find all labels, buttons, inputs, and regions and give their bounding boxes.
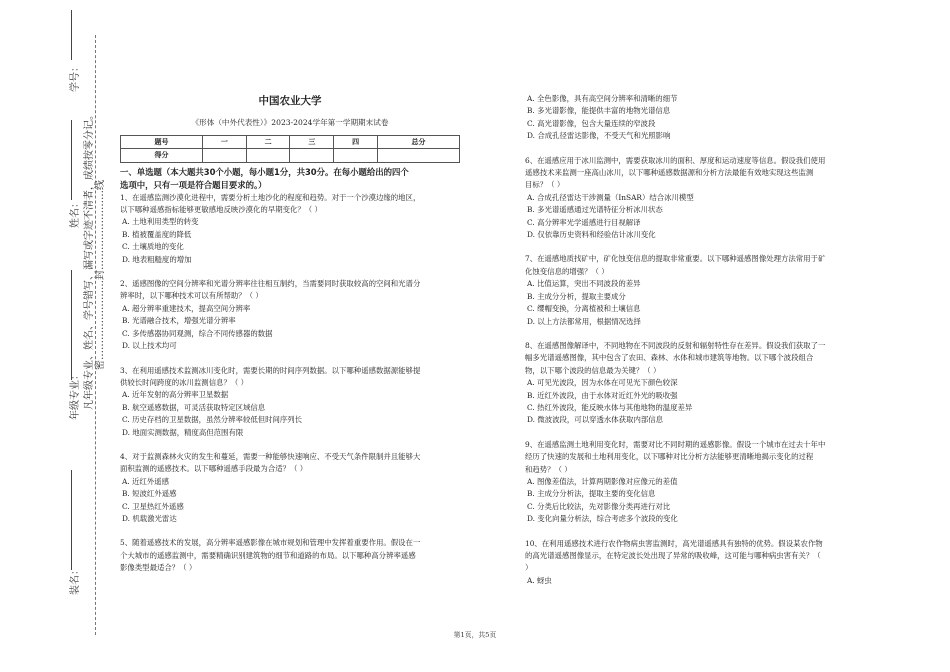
question-option: C. 土壤质地的变化 — [122, 242, 184, 252]
question-option: B. 光谱融合技术，增强光谱分辨率 — [122, 316, 236, 326]
score-header-cell: 二 — [246, 135, 290, 148]
question-option: A. 全色影像，具有高空间分辨率和清晰的细节 — [527, 94, 678, 103]
right-column — [525, 93, 865, 587]
question-stem-line: 5、随着遥感技术的发展，高分辨率遥感影像在城市规划和管理中发挥着重要作用。假设在一 — [120, 538, 421, 548]
question-item — [525, 439, 865, 526]
question-option: D. 变化向量分析法，综合考虑多个波段的变化 — [527, 514, 678, 524]
question-stem-line: 3、在利用遥感技术监测冰川变化时，需要长期的时间序列数据。以下哪种遥感数据源能够提 — [120, 365, 421, 375]
question-option: D. 以上方法都常用，根据情况选择 — [527, 316, 641, 326]
score-table-header-row — [121, 135, 460, 148]
question-stem-line: 物，以下哪个波段的信息最为关键？（ ） — [525, 365, 661, 375]
question-option: A. 蚜虫 — [527, 575, 552, 585]
question-option: C. 缨帽变换，分离植被和土壤信息 — [527, 304, 641, 314]
question-option: B. 植被覆盖度的降低 — [122, 229, 192, 239]
question-stem-line: 以下哪种遥感指标能够更敏感地反映沙漠化的早期变化？（ ） — [120, 205, 322, 215]
question-item — [525, 340, 865, 427]
question-stem-line: 幅多光谱遥感图像，其中包含了农田、森林、水体和城市建筑等地物。以下哪个波段组合 — [525, 353, 814, 363]
question-stem-line: 面积监测的遥感技术。以下哪种遥感手段最为合适？（ ） — [120, 464, 308, 474]
question-stem-line: 个大城市的遥感监测中，需要精确识别建筑物的细节和道路的布局。以下哪种高分辨率遥感 — [120, 550, 416, 560]
score-header-cell: 题号 — [121, 135, 203, 148]
score-cell[interactable] — [290, 149, 334, 162]
name-label: 姓名： — [70, 198, 81, 228]
grade-major-line — [71, 270, 72, 380]
question-stem-line: 7、在遥感地质找矿中，矿化蚀变信息的提取非常重要。以下哪种遥感图像处理方法常用于矿 — [525, 254, 826, 264]
question-item — [525, 253, 865, 327]
question-option: A. 比值运算，突出不同波段的差异 — [527, 279, 641, 289]
question-option: D. 合成孔径雷达影像，不受天气和光照影响 — [527, 131, 671, 141]
question-stem-line: 遥感技术来监测一座高山冰川，以下哪种遥感数据源和分析方法最能有效地实现这些监测 — [525, 168, 814, 178]
question-option: C. 分类后比较法，先对影像分类再进行对比 — [527, 501, 671, 511]
grade-major-label: 年级专业： — [70, 370, 81, 420]
question-item — [120, 192, 460, 266]
page-footer: 第1页，共5页 — [453, 631, 497, 639]
question-option: A. 近红外遥感 — [122, 476, 169, 486]
school-line — [71, 470, 72, 570]
question-option: C. 历史存档的卫星数据，虽然分辨率较低但时间序列长 — [122, 415, 303, 425]
question-item — [120, 365, 460, 439]
score-table-score-row — [121, 149, 460, 162]
question-stem-line: 影像类型最适合？（ ） — [120, 563, 197, 573]
score-header-cell: 一 — [203, 135, 247, 148]
question-item — [120, 537, 460, 574]
score-cell[interactable] — [203, 149, 247, 162]
notice-text: 凡年级专业、姓名、学号错写、漏写或字迹不清者，成绩按零分记。 — [84, 110, 95, 410]
score-cell[interactable] — [246, 149, 290, 162]
binding-sidebar — [0, 0, 110, 672]
question-option: B. 多光谱影像，能提供丰富的地物光谱信息 — [527, 106, 671, 116]
university-title: 中国农业大学 — [258, 95, 322, 107]
question-stem-line: 10、在利用遥感技术进行农作物病虫害监测时，高光谱遥感具有独特的优势。假设某农作物 — [525, 538, 823, 548]
question-option: B. 多光谱遥感通过光谱特征分析冰川状态 — [527, 205, 663, 215]
seal-line-text: 密……………………封……………………线 — [95, 180, 106, 370]
question-stem-line: 2、遥感图像的空间分辨率和光谱分辨率往往相互制约，当需要同时获取较高的空间和光谱分 — [120, 279, 421, 289]
question-option: C. 高光谱影像，包含大量连续的窄波段 — [527, 118, 656, 128]
question-option: B. 航空遥感数据，可灵活获取特定区域信息 — [122, 402, 266, 412]
question-stem-line: 6、在遥感应用于冰川监测中，需要获取冰川的面积、厚度和运动速度等信息。假设我们使用 — [525, 155, 826, 165]
question-option: A. 合成孔径雷达干涉测量（InSAR）结合冰川模型 — [527, 192, 694, 202]
question-option: D. 地表粗糙度的增加 — [122, 254, 192, 264]
question-option: A. 可见光波段，因为水体在可见光下颜色较深 — [527, 378, 678, 388]
question-option: B. 短波红外遥感 — [122, 489, 177, 499]
section-heading — [120, 166, 460, 192]
question-item — [120, 278, 460, 352]
question-stem-line: 4、对于监测森林火灾的发生和蔓延，需要一种能够快速响应、不受天气条件限制并且能够大 — [120, 451, 421, 461]
section-heading-line: 选项中，只有一项是符合题目要求的。） — [120, 179, 267, 190]
question-item — [525, 538, 865, 588]
question-option: B. 近红外波段，由于水体对近红外光的吸收强 — [527, 390, 678, 400]
question-option: B. 主成分分析，提取主要成分 — [527, 291, 626, 301]
question-option: C. 高分辨率光学遥感进行目视解译 — [527, 217, 641, 227]
question-stem-line: 的高光谱遥感图像显示，在特定波长处出现了异常的吸收峰，这可能与哪种病虫害有关？（ — [525, 551, 821, 560]
question-item — [525, 93, 865, 143]
question-item — [120, 451, 460, 525]
question-option: C. 多传感器协同观测，综合不同传感器的数据 — [122, 328, 273, 338]
score-cell[interactable] — [334, 149, 378, 162]
question-option: D. 微波波段，可以穿透水体获取内部信息 — [527, 415, 664, 425]
score-cell[interactable] — [377, 149, 459, 162]
question-stem-line: ） — [525, 563, 533, 573]
question-stem-line: 供较长时间跨度的冰川监测信息？（ ） — [120, 377, 248, 387]
score-table — [120, 135, 460, 163]
left-question-list — [120, 192, 460, 575]
question-item — [525, 155, 865, 242]
exam-subtitle: 《形体（中外代表性）》2023-2024学年第一学期期末试卷 — [191, 118, 389, 128]
score-header-cell: 四 — [334, 135, 378, 148]
left-column — [120, 95, 460, 575]
question-option: D. 以上技术均可 — [122, 341, 177, 351]
right-question-list — [525, 93, 865, 587]
question-stem-line: 1、在遥感监测沙漠化进程中，需要分析土地沙化的程度和趋势。对于一个沙漠边缘的地区， — [120, 192, 421, 202]
question-stem-line: 化蚀变信息的增强？（ ） — [525, 266, 609, 276]
score-header-cell: 总分 — [377, 135, 459, 148]
question-option: A. 土地利用类型的转变 — [122, 217, 199, 227]
question-option: A. 近年发射的高分辨率卫星数据 — [122, 390, 229, 400]
score-row-label: 得分 — [121, 149, 203, 162]
question-option: C. 热红外波段，能反映水体与其他地物的温度差异 — [527, 402, 693, 412]
name-line — [71, 120, 72, 200]
school-label: 装名： — [70, 565, 81, 595]
section-heading-line: 一、单选题（本大题共30个小题，每小题1分，共30分。在每小题给出的四个 — [120, 166, 409, 177]
seal-dashed-line — [95, 35, 96, 635]
question-option: C. 卫星热红外遥感 — [122, 501, 184, 511]
student-id-line — [71, 10, 72, 60]
question-stem-line: 目标？（ ） — [525, 180, 565, 190]
student-id-label: 学号： — [70, 62, 81, 92]
question-stem-line: 辨率时，以下哪种技术可以有所帮助？（ ） — [120, 291, 263, 301]
question-stem-line: 9、在遥感监测土地利用变化时，需要对比不同时期的遥感影像。假设一个城市在过去十年中 — [525, 439, 826, 449]
question-stem-line: 和趋势？（ ） — [525, 464, 572, 474]
question-stem-line: 经历了快速的发展和土地利用变化，以下哪种对比分析方法能够更清晰地揭示变化的过程 — [525, 452, 814, 462]
question-option: B. 主成分分析法，提取主要的变化信息 — [527, 489, 656, 499]
score-header-cell: 三 — [290, 135, 334, 148]
question-option: D. 地面实测数据，精度高但范围有限 — [122, 427, 244, 437]
question-stem-line: 8、在遥感图像解译中，不同地物在不同波段的反射和辐射特性存在差异。假设我们获取了一 — [525, 340, 826, 350]
question-option: D. 仅依靠历史资料和经验估计冰川变化 — [527, 230, 656, 240]
question-option: D. 机载激光雷达 — [122, 513, 177, 523]
question-option: A. 超分辨率重建技术，提高空间分辨率 — [122, 303, 251, 313]
question-option: A. 图像差值法，计算两期影像对应像元的差值 — [527, 476, 678, 486]
